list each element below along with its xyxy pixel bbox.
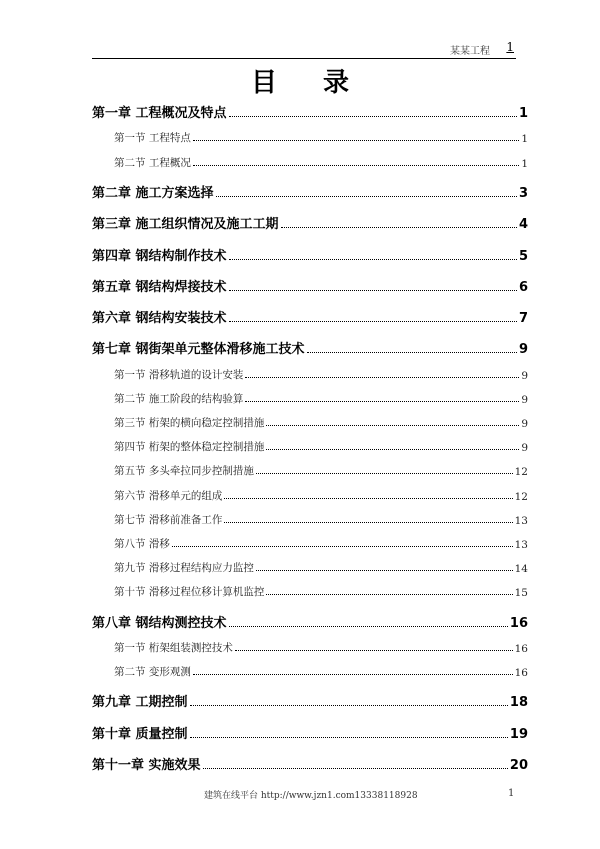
- toc-chapter-entry[interactable]: [92, 710, 528, 741]
- dot-leader: [224, 521, 512, 523]
- toc-title: 目录: [250, 68, 395, 98]
- toc-entry-label: 第二节 工程概况: [114, 156, 191, 169]
- toc-section-entry[interactable]: [92, 551, 528, 575]
- toc-entry-page-number: 13: [514, 538, 528, 551]
- dot-leader: [190, 704, 508, 706]
- dot-leader: [190, 736, 508, 738]
- toc-section-entry[interactable]: [92, 430, 528, 454]
- dot-leader: [229, 289, 517, 291]
- toc-entry-page-number: 13: [514, 514, 528, 527]
- toc-entry-page-number: 9: [521, 442, 528, 455]
- toc-section-entry[interactable]: [92, 575, 528, 599]
- toc-entry-page-number: 18: [509, 695, 528, 711]
- dot-leader: [266, 593, 512, 595]
- toc-entry-label: 第八章 钢结构测控技术: [92, 615, 227, 631]
- toc-entry-label: 第四章 钢结构制作技术: [92, 248, 227, 264]
- toc-chapter-entry[interactable]: [92, 170, 528, 201]
- dot-leader: [203, 767, 508, 769]
- toc-entry-label: 第一节 工程特点: [114, 132, 191, 145]
- toc-chapter-entry[interactable]: [92, 679, 528, 710]
- toc-entry-label: 第八节 滑移: [114, 537, 170, 550]
- header-page-number: 1: [506, 40, 514, 54]
- toc-section-entry[interactable]: [92, 527, 528, 551]
- toc-section-entry[interactable]: [92, 478, 528, 502]
- dot-leader: [266, 424, 519, 426]
- toc-entry-label: 第十章 质量控制: [92, 726, 188, 742]
- dot-leader: [229, 625, 508, 627]
- toc-entry-page-number: 1: [521, 157, 528, 170]
- toc-entry-page-number: 1: [521, 133, 528, 146]
- dot-leader: [229, 258, 517, 260]
- toc-entry-page-number: 19: [509, 726, 528, 742]
- toc-section-entry[interactable]: [92, 121, 528, 145]
- toc-entry-label: 第六章 钢结构安装技术: [92, 311, 227, 327]
- toc-entry-page-number: 3: [518, 185, 528, 201]
- toc-entry-label: 第五节 多头牵拉同步控制措施: [114, 465, 254, 478]
- dot-leader: [193, 164, 519, 166]
- toc-entry-label: 第三节 桁架的横向稳定控制措施: [114, 417, 265, 430]
- toc-entry-label: 第一章 工程概况及特点: [92, 106, 227, 122]
- toc-entry-label: 第二节 变形观测: [114, 666, 191, 678]
- dot-leader: [193, 139, 519, 141]
- toc-entry-page-number: 20: [509, 757, 528, 773]
- toc-entry-label: 第一节 滑移轨道的设计安装: [114, 368, 244, 381]
- footer-text: 建筑在线平台 http://www.jzn1.com13338118928: [204, 791, 418, 801]
- toc-entry-page-number: 9: [521, 393, 528, 406]
- dot-leader: [235, 649, 513, 651]
- toc-entry-page-number: 16: [514, 667, 528, 679]
- toc-chapter-entry[interactable]: [92, 232, 528, 263]
- toc-chapter-entry[interactable]: [92, 264, 528, 295]
- toc-section-entry[interactable]: [92, 503, 528, 527]
- toc-entry-page-number: 6: [518, 279, 528, 295]
- page-header: [92, 40, 516, 59]
- toc-entry-page-number: 9: [521, 418, 528, 431]
- dot-leader: [193, 673, 513, 675]
- dot-leader: [256, 472, 513, 474]
- toc-entry-page-number: 12: [514, 490, 528, 503]
- dot-leader: [281, 226, 517, 228]
- toc-entry-label: 第二节 施工阶段的结构验算: [114, 392, 244, 405]
- toc-entry-page-number: 1: [518, 106, 528, 122]
- toc-section-entry[interactable]: [92, 406, 528, 430]
- toc-entry-page-number: 4: [518, 217, 528, 233]
- toc-chapter-entry[interactable]: [92, 742, 528, 773]
- toc-chapter-entry[interactable]: [92, 90, 528, 121]
- dot-leader: [307, 351, 517, 353]
- dot-leader: [245, 376, 519, 378]
- dot-leader: [224, 497, 512, 499]
- toc-entry-page-number: 16: [514, 642, 528, 655]
- toc-entry-label: 第六节 滑移单元的组成: [114, 489, 223, 502]
- toc-entry-label: 第九节 滑移过程结构应力监控: [114, 562, 254, 575]
- toc-entry-label: 第十一章 实施效果: [92, 757, 201, 773]
- toc-entry-page-number: 7: [518, 311, 528, 327]
- toc-section-entry[interactable]: [92, 454, 528, 478]
- toc-chapter-entry[interactable]: [92, 599, 528, 630]
- toc-section-entry[interactable]: [92, 631, 528, 655]
- page-footer: [0, 788, 600, 802]
- dot-leader: [229, 115, 517, 117]
- toc-entry-page-number: 16: [509, 615, 528, 631]
- toc-chapter-entry[interactable]: [92, 326, 528, 357]
- toc-entry-label: 第四节 桁架的整体稳定控制措施: [114, 441, 265, 454]
- header-title: 某某工程: [450, 46, 490, 57]
- toc-entry-page-number: 5: [518, 248, 528, 264]
- toc-chapter-entry[interactable]: [92, 201, 528, 232]
- toc-entry-label: 第一节 桁架组装测控技术: [114, 641, 233, 654]
- toc-entry-page-number: 15: [514, 587, 528, 600]
- toc-entry-label: 第二章 施工方案选择: [92, 185, 214, 201]
- toc-entry-label: 第五章 钢结构焊接技术: [92, 279, 227, 295]
- toc-entry-label: 第七章 钢街架单元整体滑移施工技术: [92, 342, 305, 358]
- toc-entry-page-number: 12: [514, 466, 528, 479]
- dot-leader: [245, 400, 519, 402]
- toc-entry-page-number: 9: [518, 342, 528, 358]
- toc-chapter-entry[interactable]: [92, 295, 528, 326]
- toc-section-entry[interactable]: [92, 145, 528, 169]
- dot-leader: [256, 569, 513, 571]
- toc-section-entry[interactable]: [92, 655, 528, 679]
- toc-entry-label: 第三章 施工组织情况及施工工期: [92, 217, 279, 233]
- dot-leader: [172, 545, 513, 547]
- footer-page-number: 1: [508, 788, 515, 799]
- toc-entry-label: 第九章 工期控制: [92, 695, 188, 711]
- toc-entry-page-number: 9: [521, 369, 528, 382]
- toc-section-entry[interactable]: [92, 357, 528, 381]
- dot-leader: [266, 448, 519, 450]
- dot-leader: [216, 195, 517, 197]
- toc-entry-label: 第十节 滑移过程位移计算机监控: [114, 586, 265, 599]
- toc-entry-page-number: 14: [514, 563, 528, 576]
- toc-entry-label: 第七节 滑移前准备工作: [114, 513, 223, 526]
- table-of-contents: [92, 90, 528, 773]
- toc-section-entry[interactable]: [92, 382, 528, 406]
- dot-leader: [229, 320, 517, 322]
